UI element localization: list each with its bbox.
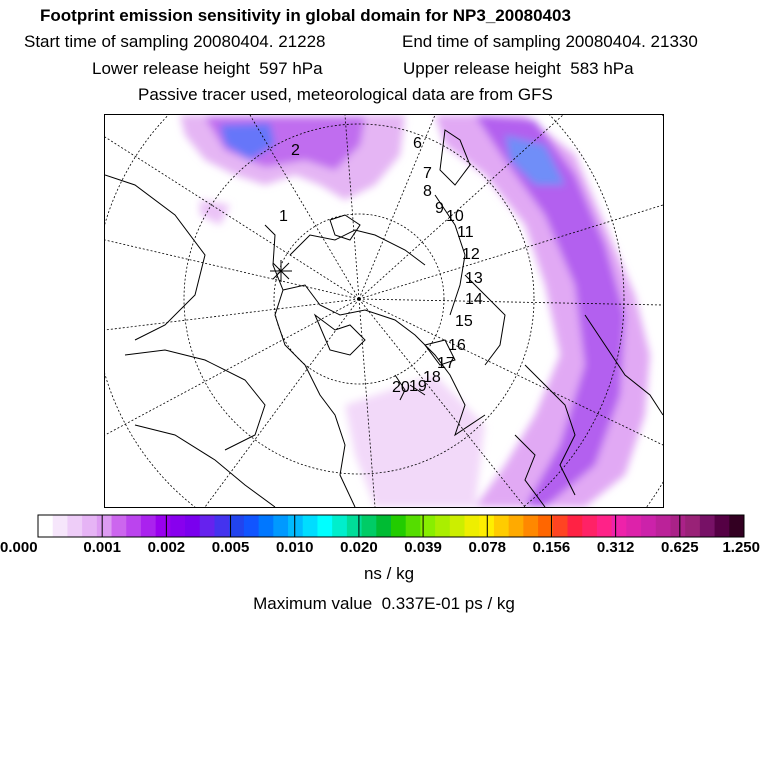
colorbar-tick-label: 0.156: [532, 539, 571, 556]
trajectory-label: 9: [435, 200, 444, 217]
colorbar-swatch: [391, 515, 406, 537]
colorbar-swatch: [626, 515, 641, 537]
colorbar-swatch: [288, 515, 303, 537]
colorbar-tick-label: 0.010: [275, 539, 314, 556]
colorbar-swatch: [97, 515, 112, 537]
trajectory-label: 16: [448, 337, 466, 354]
plume-west-speck: [200, 200, 230, 225]
colorbar-swatch: [332, 515, 347, 537]
colorbar-swatch: [450, 515, 465, 537]
colorbar-swatch: [126, 515, 141, 537]
colorbar-swatch: [303, 515, 318, 537]
colorbar-swatch: [141, 515, 156, 537]
colorbar-swatch: [67, 515, 82, 537]
trajectory-label: 13: [465, 270, 483, 287]
trajectory-label: 2: [291, 142, 300, 159]
colorbar-swatch: [568, 515, 583, 537]
footprint-map: [104, 114, 664, 508]
colorbar-swatch: [244, 515, 259, 537]
colorbar-tick-label: 1.250: [722, 539, 760, 556]
release-star-marker: [270, 260, 292, 282]
plot-title: Footprint emission sensitivity in global domain for NP3_20080403: [40, 6, 571, 25]
colorbar-swatch: [362, 515, 377, 537]
colorbar-swatch: [612, 515, 627, 537]
colorbar-swatch: [229, 515, 244, 537]
trajectory-label: 8: [423, 183, 432, 200]
colorbar-swatch: [523, 515, 538, 537]
colorbar-swatch: [376, 515, 391, 537]
colorbar-swatch: [82, 515, 97, 537]
colorbar-swatch: [112, 515, 127, 537]
units-label: ns / kg: [363, 564, 415, 583]
trajectory-label: 12: [462, 246, 480, 263]
colorbar-swatch: [185, 515, 200, 537]
colorbar-swatch: [670, 515, 685, 537]
colorbar-swatch: [215, 515, 230, 537]
colorbar-swatch: [465, 515, 480, 537]
colorbar-swatch: [435, 515, 450, 537]
colorbar-swatch: [553, 515, 568, 537]
max-value-label: Maximum value 0.337E-01 ps / kg: [253, 594, 515, 613]
upper-release-height-label: Upper release height 583 hPa: [403, 59, 634, 78]
tracer-note: Passive tracer used, meteorological data are from GFS: [138, 85, 553, 104]
colorbar-swatch: [509, 515, 524, 537]
start-time-label: Start time of sampling 20080404. 21228: [24, 32, 326, 51]
trajectory-label: 17: [437, 355, 455, 372]
colorbar-swatch: [700, 515, 715, 537]
colorbar-tick-label: 0.000: [0, 539, 38, 556]
trajectory-label: 20: [392, 379, 410, 396]
colorbar-tick-label: 0.002: [147, 539, 186, 556]
trajectory-label: 10: [446, 208, 464, 225]
colorbar-tick-label: 0.312: [596, 539, 635, 556]
colorbar-tick-label: 0.020: [340, 539, 378, 556]
colorbar-swatch: [715, 515, 730, 537]
colorbar-swatch: [259, 515, 274, 537]
colorbar-swatch: [597, 515, 612, 537]
trajectory-label: 15: [455, 313, 473, 330]
trajectory-label: 11: [457, 224, 474, 241]
colorbar-tick-label: 0.039: [404, 539, 442, 556]
colorbar: [37, 514, 745, 538]
colorbar-tick-label: 0.001: [83, 539, 121, 556]
trajectory-label: 7: [423, 165, 432, 182]
colorbar-swatch: [494, 515, 509, 537]
lower-release-height-label: Lower release height 597 hPa: [92, 59, 323, 78]
colorbar-swatch: [317, 515, 332, 537]
colorbar-swatch: [38, 515, 53, 537]
colorbar-swatch: [273, 515, 288, 537]
colorbar-swatch: [53, 515, 68, 537]
colorbar-tick-label: 0.625: [661, 539, 699, 556]
colorbar-swatch: [156, 515, 171, 537]
trajectory-label: 1: [279, 208, 288, 225]
colorbar-swatch: [729, 515, 744, 537]
trajectory-label: 14: [465, 291, 483, 308]
colorbar-tick-label: 0.078: [468, 539, 507, 556]
colorbar-swatch: [685, 515, 700, 537]
map-canvas: [105, 115, 663, 507]
colorbar-swatch: [582, 515, 597, 537]
trajectory-label: 6: [413, 135, 422, 152]
colorbar-swatch: [347, 515, 362, 537]
colorbar-swatch: [406, 515, 421, 537]
colorbar-swatch: [656, 515, 671, 537]
colorbar-tick-label: 0.005: [211, 539, 250, 556]
trajectory-label: 19: [409, 378, 427, 395]
colorbar-swatch: [200, 515, 215, 537]
colorbar-swatch: [641, 515, 656, 537]
end-time-label: End time of sampling 20080404. 21330: [402, 32, 698, 51]
trajectory-label: 18: [423, 369, 441, 386]
sensitivity-field: [180, 115, 650, 507]
colorbar-swatch: [170, 515, 185, 537]
